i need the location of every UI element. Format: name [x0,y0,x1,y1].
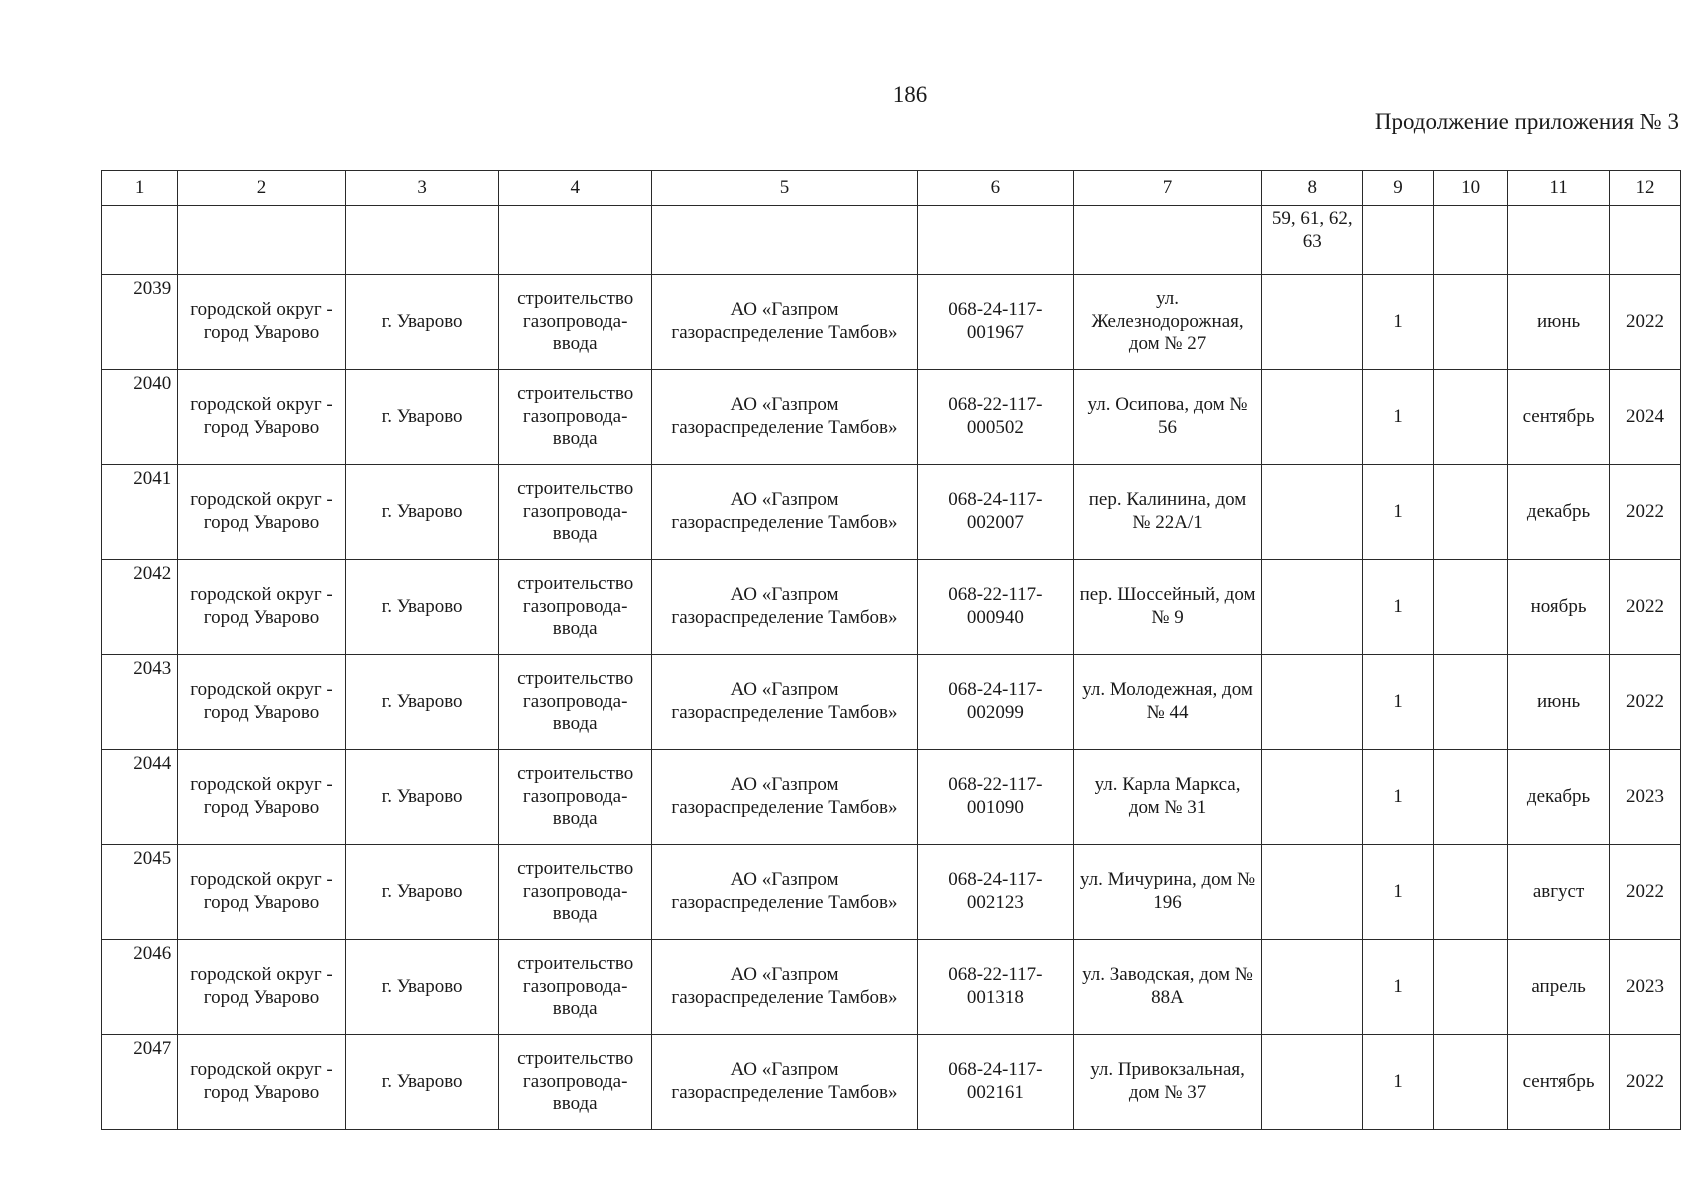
cell-col10 [1434,655,1508,750]
cell-year: 2022 [1609,655,1680,750]
cell-row-number: 2040 [102,370,178,465]
cell-col9: 1 [1363,465,1434,560]
cell-col1 [102,206,178,275]
cell-address: ул. Привокзальная, дом № 37 [1073,1035,1262,1130]
table-row [102,275,1681,370]
cell-district: городской округ - город Уварово [178,275,345,370]
cell-col3 [345,206,499,275]
cell-organization: АО «Газпром газораспределение Тамбов» [651,370,917,465]
cell-address: пер. Калинина, дом № 22А/1 [1073,465,1262,560]
cell-col10 [1434,206,1508,275]
cell-col8 [1262,1035,1363,1130]
column-header-8: 8 [1262,171,1363,206]
cell-year: 2024 [1609,370,1680,465]
column-header-9: 9 [1363,171,1434,206]
cell-year: 2023 [1609,940,1680,1035]
continuation-row [102,206,1681,275]
cell-col8 [1262,370,1363,465]
cell-col10 [1434,750,1508,845]
cell-object-code: 068-22-117-001090 [917,750,1073,845]
cell-month: июнь [1508,275,1610,370]
cell-district: городской округ - город Уварово [178,1035,345,1130]
table-body [102,206,1681,1130]
table-row [102,1035,1681,1130]
cell-col9: 1 [1363,845,1434,940]
cell-object-code: 068-24-117-002099 [917,655,1073,750]
header-row [102,171,1681,206]
cell-work-type: строительство газопровода-ввода [499,560,652,655]
cell-col9: 1 [1363,655,1434,750]
cell-object-code: 068-24-117-002123 [917,845,1073,940]
cell-col10 [1434,275,1508,370]
cell-organization: АО «Газпром газораспределение Тамбов» [651,845,917,940]
cell-col7 [1073,206,1262,275]
table-row [102,845,1681,940]
cell-month: сентябрь [1508,370,1610,465]
cell-col5 [651,206,917,275]
cell-locality: г. Уварово [345,275,499,370]
cell-col9: 1 [1363,370,1434,465]
cell-col8 [1262,465,1363,560]
cell-col9: 1 [1363,1035,1434,1130]
cell-locality: г. Уварово [345,1035,499,1130]
cell-district: городской округ - город Уварово [178,370,345,465]
cell-object-code: 068-22-117-001318 [917,940,1073,1035]
cell-district: городской округ - город Уварово [178,655,345,750]
cell-address: ул. Мичурина, дом № 196 [1073,845,1262,940]
cell-locality: г. Уварово [345,750,499,845]
cell-year: 2022 [1609,465,1680,560]
cell-district: городской округ - город Уварово [178,465,345,560]
table-header [102,171,1681,206]
column-header-11: 11 [1508,171,1610,206]
table-row [102,750,1681,845]
cell-address: пер. Шоссейный, дом № 9 [1073,560,1262,655]
cell-district: городской округ - город Уварово [178,845,345,940]
cell-row-number: 2045 [102,845,178,940]
cell-address: ул. Карла Маркса, дом № 31 [1073,750,1262,845]
cell-year: 2023 [1609,750,1680,845]
cell-locality: г. Уварово [345,940,499,1035]
appendix-note: Продолжение приложения № 3 [1374,109,1679,134]
cell-month: декабрь [1508,750,1610,845]
cell-col2 [178,206,345,275]
column-header-1: 1 [102,171,178,206]
cell-col8 [1262,750,1363,845]
cell-month: ноябрь [1508,560,1610,655]
cell-col10 [1434,560,1508,655]
cell-row-number: 2044 [102,750,178,845]
cell-district: городской округ - город Уварово [178,560,345,655]
cell-col10 [1434,1035,1508,1130]
cell-locality: г. Уварово [345,370,499,465]
cell-district: городской округ - город Уварово [178,750,345,845]
cell-work-type: строительство газопровода-ввода [499,1035,652,1130]
column-header-6: 6 [917,171,1073,206]
cell-col9: 1 [1363,560,1434,655]
cell-year: 2022 [1609,845,1680,940]
cell-year: 2022 [1609,1035,1680,1130]
cell-row-number: 2043 [102,655,178,750]
column-header-2: 2 [178,171,345,206]
cell-col6 [917,206,1073,275]
cell-year: 2022 [1609,560,1680,655]
cell-col9 [1363,206,1434,275]
cell-month: август [1508,845,1610,940]
table-row [102,655,1681,750]
cell-month: июнь [1508,655,1610,750]
cell-organization: АО «Газпром газораспределение Тамбов» [651,1035,917,1130]
cell-col12 [1609,206,1680,275]
column-header-12: 12 [1609,171,1680,206]
cell-work-type: строительство газопровода-ввода [499,845,652,940]
table-row [102,940,1681,1035]
cell-col8 [1262,845,1363,940]
cell-col8 [1262,940,1363,1035]
cell-row-number: 2042 [102,560,178,655]
cell-organization: АО «Газпром газораспределение Тамбов» [651,655,917,750]
cell-col11 [1508,206,1610,275]
cell-object-code: 068-22-117-000502 [917,370,1073,465]
cell-address: ул. Молодежная, дом № 44 [1073,655,1262,750]
cell-locality: г. Уварово [345,845,499,940]
cell-locality: г. Уварово [345,655,499,750]
cell-work-type: строительство газопровода-ввода [499,465,652,560]
gas-pipeline-table [101,170,1681,1130]
table-row [102,465,1681,560]
page-number: 186 [892,82,928,107]
cell-work-type: строительство газопровода-ввода [499,750,652,845]
cell-col8 [1262,655,1363,750]
cell-year: 2022 [1609,275,1680,370]
cell-col10 [1434,465,1508,560]
cell-col9: 1 [1363,940,1434,1035]
cell-locality: г. Уварово [345,560,499,655]
cell-month: декабрь [1508,465,1610,560]
cell-object-code: 068-24-117-001967 [917,275,1073,370]
column-header-5: 5 [651,171,917,206]
cell-organization: АО «Газпром газораспределение Тамбов» [651,465,917,560]
cell-row-number: 2047 [102,1035,178,1130]
cell-object-code: 068-24-117-002007 [917,465,1073,560]
cell-col10 [1434,940,1508,1035]
cell-work-type: строительство газопровода-ввода [499,940,652,1035]
cell-col10 [1434,370,1508,465]
cell-month: апрель [1508,940,1610,1035]
cell-address: ул. Осипова, дом № 56 [1073,370,1262,465]
cell-month: сентябрь [1508,1035,1610,1130]
cell-col4 [499,206,652,275]
cell-district: городской округ - город Уварово [178,940,345,1035]
cell-organization: АО «Газпром газораспределение Тамбов» [651,275,917,370]
cell-col9: 1 [1363,275,1434,370]
table-row [102,370,1681,465]
cell-object-code: 068-22-117-000940 [917,560,1073,655]
column-header-3: 3 [345,171,499,206]
cell-organization: АО «Газпром газораспределение Тамбов» [651,750,917,845]
cell-col9: 1 [1363,750,1434,845]
cell-address: ул. Заводская, дом № 88А [1073,940,1262,1035]
cell-row-number: 2041 [102,465,178,560]
column-header-7: 7 [1073,171,1262,206]
cell-row-number: 2039 [102,275,178,370]
cell-row-number: 2046 [102,940,178,1035]
cell-organization: АО «Газпром газораспределение Тамбов» [651,560,917,655]
cell-object-code: 068-24-117-002161 [917,1035,1073,1130]
cell-col8 [1262,275,1363,370]
table-row [102,560,1681,655]
cell-work-type: строительство газопровода-ввода [499,655,652,750]
column-header-10: 10 [1434,171,1508,206]
cell-organization: АО «Газпром газораспределение Тамбов» [651,940,917,1035]
cell-locality: г. Уварово [345,465,499,560]
column-header-4: 4 [499,171,652,206]
cell-address: ул. Железнодорожная, дом № 27 [1073,275,1262,370]
cell-work-type: строительство газопровода-ввода [499,275,652,370]
cell-work-type: строительство газопровода-ввода [499,370,652,465]
cell-col8 [1262,560,1363,655]
cell-col10 [1434,845,1508,940]
cell-col8: 59, 61, 62, 63 [1262,206,1363,275]
